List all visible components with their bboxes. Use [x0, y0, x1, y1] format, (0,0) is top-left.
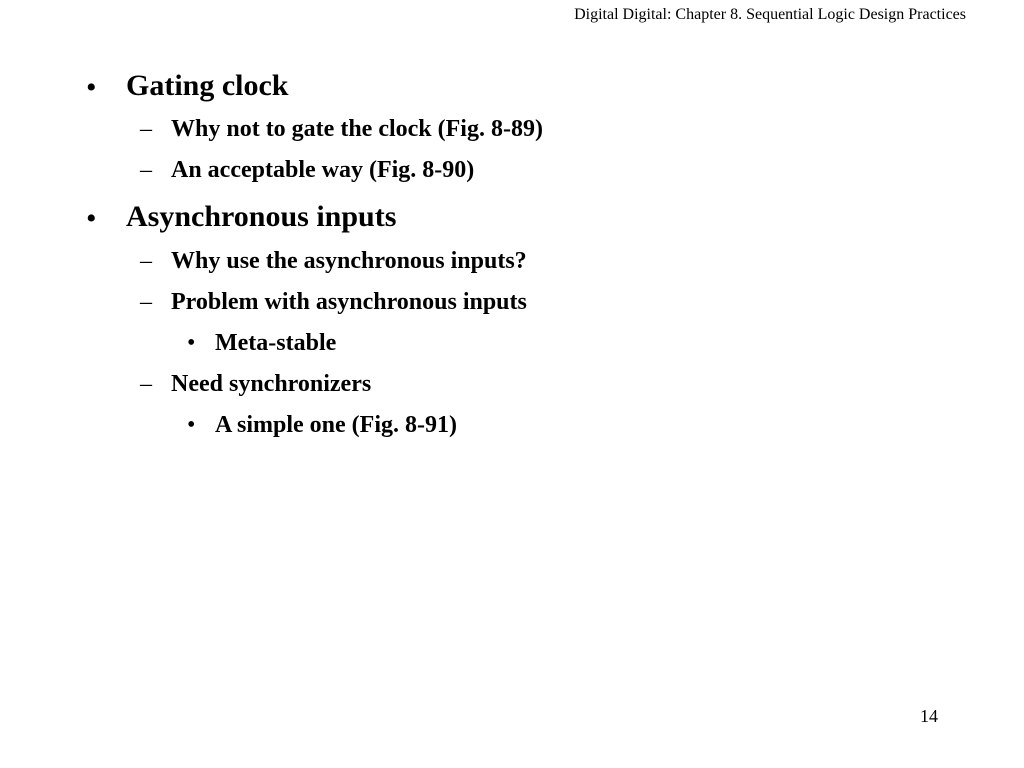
dash-marker: – [140, 371, 152, 397]
bullet-marker: • [86, 202, 97, 235]
dash-marker: – [140, 116, 152, 142]
dash-marker: – [140, 157, 152, 183]
bullet-marker: • [187, 412, 196, 438]
header-title: Digital Digital: Chapter 8. Sequential Logic Design Practices [574, 6, 966, 23]
subitem-problem-async: Problem with asynchronous inputs [171, 289, 527, 315]
subitem-acceptable-way: An acceptable way (Fig. 8-90) [171, 157, 475, 183]
subitem-why-use-async: Why use the asynchronous inputs? [171, 248, 527, 274]
page-number: 14 [920, 706, 938, 726]
dash-marker: – [140, 248, 152, 274]
dash-marker: – [140, 289, 152, 315]
bullet-item-gating-clock: Gating clock [126, 69, 289, 102]
bullet-marker: • [86, 71, 97, 104]
bullet-item-asynchronous-inputs: Asynchronous inputs [126, 200, 397, 233]
subsubitem-simple-one: A simple one (Fig. 8-91) [215, 412, 457, 438]
subitem-why-not-gate-clock: Why not to gate the clock (Fig. 8-89) [171, 116, 543, 142]
bullet-marker: • [187, 330, 196, 356]
subsubitem-meta-stable: Meta-stable [215, 330, 337, 356]
subitem-need-synchronizers: Need synchronizers [171, 371, 372, 397]
